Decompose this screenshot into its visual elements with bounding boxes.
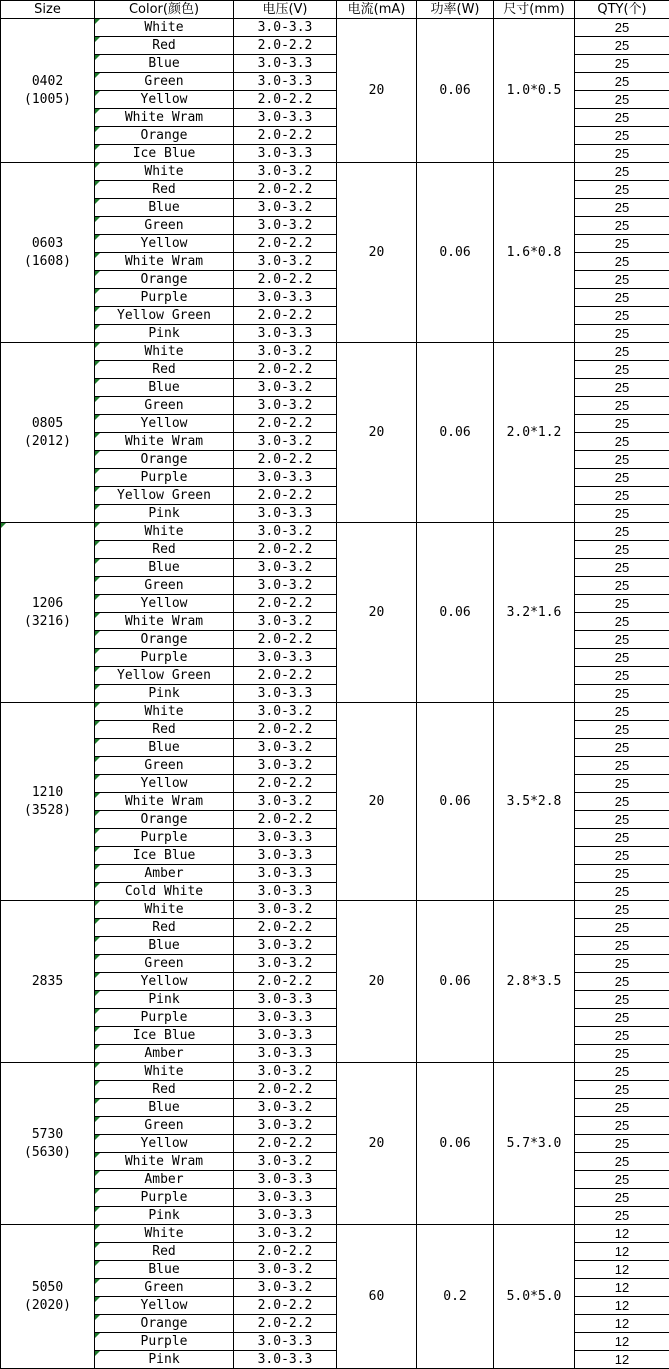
- table-row: [1, 523, 669, 541]
- qty-cell: 25: [575, 37, 669, 55]
- color-cell: White: [95, 163, 234, 181]
- current-cell: 20: [337, 523, 417, 703]
- qty-cell: 25: [575, 145, 669, 163]
- color-cell: Purple: [95, 829, 234, 847]
- color-cell: Yellow: [95, 595, 234, 613]
- color-cell: Orange: [95, 1315, 234, 1333]
- qty-cell: 25: [575, 883, 669, 901]
- size-code: 5730: [31, 1126, 64, 1142]
- color-cell: White: [95, 343, 234, 361]
- qty-cell: 25: [575, 1117, 669, 1135]
- size-metric-code: (2012): [24, 433, 71, 449]
- qty-cell: 25: [575, 1063, 669, 1081]
- table-row: [1, 19, 669, 37]
- size-metric-code: (3528): [24, 802, 71, 818]
- dimensions-cell: 2.8*3.5: [494, 901, 575, 1063]
- voltage-cell: 3.0-3.3: [234, 847, 337, 865]
- color-cell: Green: [95, 577, 234, 595]
- table-row: [1, 901, 669, 919]
- qty-cell: 25: [575, 721, 669, 739]
- voltage-cell: 3.0-3.3: [234, 1207, 337, 1225]
- color-cell: Blue: [95, 379, 234, 397]
- qty-cell: 25: [575, 217, 669, 235]
- current-cell: 20: [337, 343, 417, 523]
- qty-cell: 25: [575, 1045, 669, 1063]
- color-cell: Red: [95, 1081, 234, 1099]
- color-cell: Pink: [95, 685, 234, 703]
- qty-cell: 25: [575, 1081, 669, 1099]
- voltage-cell: 2.0-2.2: [234, 595, 337, 613]
- voltage-cell: 3.0-3.2: [234, 1153, 337, 1171]
- color-cell: White: [95, 703, 234, 721]
- dimensions-cell: 1.6*0.8: [494, 163, 575, 343]
- color-cell: Green: [95, 757, 234, 775]
- voltage-cell: 2.0-2.2: [234, 1081, 337, 1099]
- color-cell: White Wram: [95, 109, 234, 127]
- color-cell: Pink: [95, 325, 234, 343]
- qty-cell: 12: [575, 1351, 669, 1369]
- qty-cell: 25: [575, 649, 669, 667]
- voltage-cell: 3.0-3.2: [234, 163, 337, 181]
- voltage-cell: 2.0-2.2: [234, 235, 337, 253]
- voltage-cell: 3.0-3.2: [234, 1225, 337, 1243]
- voltage-cell: 3.0-3.2: [234, 1261, 337, 1279]
- qty-cell: 25: [575, 163, 669, 181]
- color-cell: White: [95, 901, 234, 919]
- color-cell: Red: [95, 919, 234, 937]
- color-cell: Yellow: [95, 1135, 234, 1153]
- voltage-cell: 3.0-3.2: [234, 1063, 337, 1081]
- qty-cell: 25: [575, 793, 669, 811]
- qty-cell: 25: [575, 1027, 669, 1045]
- voltage-cell: 3.0-3.2: [234, 379, 337, 397]
- color-cell: Orange: [95, 811, 234, 829]
- size-code: 5050: [31, 1279, 64, 1295]
- table-row: [1, 1225, 669, 1243]
- table-row: [1, 703, 669, 721]
- color-cell: Purple: [95, 469, 234, 487]
- qty-cell: 25: [575, 271, 669, 289]
- color-cell: Amber: [95, 1045, 234, 1063]
- size-cell: [1, 163, 95, 343]
- current-cell: 20: [337, 901, 417, 1063]
- size-cell: [1, 703, 95, 901]
- current-cell: 20: [337, 163, 417, 343]
- color-cell: Orange: [95, 451, 234, 469]
- header-power: 功率(W): [417, 1, 494, 19]
- voltage-cell: 2.0-2.2: [234, 811, 337, 829]
- color-cell: White Wram: [95, 253, 234, 271]
- qty-cell: 12: [575, 1225, 669, 1243]
- size-code: 0805: [31, 415, 64, 431]
- qty-cell: 25: [575, 901, 669, 919]
- voltage-cell: 3.0-3.2: [234, 433, 337, 451]
- header-size: Size: [1, 1, 95, 19]
- color-cell: Yellow: [95, 1297, 234, 1315]
- qty-cell: 12: [575, 1261, 669, 1279]
- current-cell: 20: [337, 1063, 417, 1225]
- qty-cell: 25: [575, 469, 669, 487]
- table-row: [1, 163, 669, 181]
- qty-cell: 25: [575, 91, 669, 109]
- table-row: [1, 1063, 669, 1081]
- voltage-cell: 3.0-3.3: [234, 865, 337, 883]
- voltage-cell: 3.0-3.2: [234, 613, 337, 631]
- color-cell: Blue: [95, 1099, 234, 1117]
- qty-cell: 25: [575, 343, 669, 361]
- qty-cell: 25: [575, 361, 669, 379]
- voltage-cell: 3.0-3.3: [234, 19, 337, 37]
- color-cell: Green: [95, 1117, 234, 1135]
- color-cell: Red: [95, 361, 234, 379]
- color-cell: Pink: [95, 991, 234, 1009]
- qty-cell: 25: [575, 847, 669, 865]
- voltage-cell: 3.0-3.2: [234, 757, 337, 775]
- size-metric-code: (3216): [24, 613, 71, 629]
- color-cell: White Wram: [95, 613, 234, 631]
- size-metric-code: (1608): [24, 253, 71, 269]
- size-code: 2835: [31, 973, 64, 989]
- voltage-cell: 3.0-3.3: [234, 649, 337, 667]
- voltage-cell: 3.0-3.3: [234, 1333, 337, 1351]
- color-cell: Green: [95, 217, 234, 235]
- dimensions-cell: 2.0*1.2: [494, 343, 575, 523]
- size-metric-code: (5630): [24, 1144, 71, 1160]
- voltage-cell: 3.0-3.3: [234, 991, 337, 1009]
- color-cell: Yellow: [95, 91, 234, 109]
- voltage-cell: 3.0-3.3: [234, 1009, 337, 1027]
- size-metric-code: (1005): [24, 91, 71, 107]
- color-cell: Red: [95, 721, 234, 739]
- voltage-cell: 3.0-3.2: [234, 253, 337, 271]
- qty-cell: 25: [575, 451, 669, 469]
- size-cell: [1, 1225, 95, 1369]
- power-cell: 0.06: [417, 1063, 494, 1225]
- voltage-cell: 3.0-3.2: [234, 1279, 337, 1297]
- color-cell: Blue: [95, 559, 234, 577]
- qty-cell: 25: [575, 667, 669, 685]
- header-voltage: 电压(V): [234, 1, 337, 19]
- color-cell: Purple: [95, 1009, 234, 1027]
- color-cell: Purple: [95, 649, 234, 667]
- voltage-cell: 2.0-2.2: [234, 181, 337, 199]
- voltage-cell: 3.0-3.2: [234, 1099, 337, 1117]
- color-cell: White: [95, 19, 234, 37]
- qty-cell: 25: [575, 55, 669, 73]
- voltage-cell: 2.0-2.2: [234, 541, 337, 559]
- voltage-cell: 2.0-2.2: [234, 667, 337, 685]
- color-cell: Cold White: [95, 883, 234, 901]
- color-cell: Purple: [95, 1189, 234, 1207]
- qty-cell: 25: [575, 937, 669, 955]
- voltage-cell: 2.0-2.2: [234, 973, 337, 991]
- qty-cell: 25: [575, 973, 669, 991]
- color-cell: Ice Blue: [95, 1027, 234, 1045]
- voltage-cell: 3.0-3.2: [234, 793, 337, 811]
- color-cell: Amber: [95, 865, 234, 883]
- voltage-cell: 2.0-2.2: [234, 415, 337, 433]
- voltage-cell: 3.0-3.3: [234, 469, 337, 487]
- voltage-cell: 3.0-3.3: [234, 109, 337, 127]
- color-cell: Blue: [95, 55, 234, 73]
- voltage-cell: 3.0-3.3: [234, 145, 337, 163]
- header-current: 电流(mA): [337, 1, 417, 19]
- qty-cell: 25: [575, 415, 669, 433]
- qty-cell: 25: [575, 235, 669, 253]
- voltage-cell: 2.0-2.2: [234, 631, 337, 649]
- color-cell: Orange: [95, 127, 234, 145]
- qty-cell: 25: [575, 289, 669, 307]
- dimensions-cell: 3.2*1.6: [494, 523, 575, 703]
- voltage-cell: 3.0-3.2: [234, 703, 337, 721]
- color-cell: Pink: [95, 1207, 234, 1225]
- qty-cell: 25: [575, 577, 669, 595]
- voltage-cell: 3.0-3.2: [234, 901, 337, 919]
- qty-cell: 25: [575, 325, 669, 343]
- color-cell: Pink: [95, 505, 234, 523]
- voltage-cell: 3.0-3.3: [234, 1351, 337, 1369]
- voltage-cell: 2.0-2.2: [234, 271, 337, 289]
- size-cell: [1, 901, 95, 1063]
- qty-cell: 25: [575, 73, 669, 91]
- size-cell: [1, 343, 95, 523]
- color-cell: Green: [95, 955, 234, 973]
- qty-cell: 25: [575, 595, 669, 613]
- color-cell: Yellow: [95, 415, 234, 433]
- voltage-cell: 2.0-2.2: [234, 721, 337, 739]
- voltage-cell: 2.0-2.2: [234, 307, 337, 325]
- qty-cell: 12: [575, 1243, 669, 1261]
- qty-cell: 25: [575, 199, 669, 217]
- voltage-cell: 2.0-2.2: [234, 91, 337, 109]
- current-cell: 20: [337, 703, 417, 901]
- voltage-cell: 3.0-3.3: [234, 883, 337, 901]
- qty-cell: 25: [575, 379, 669, 397]
- header-dimensions: 尺寸(mm): [494, 1, 575, 19]
- qty-cell: 25: [575, 685, 669, 703]
- qty-cell: 25: [575, 1207, 669, 1225]
- voltage-cell: 2.0-2.2: [234, 1243, 337, 1261]
- qty-cell: 25: [575, 559, 669, 577]
- size-code: 0603: [31, 235, 64, 251]
- qty-cell: 12: [575, 1333, 669, 1351]
- color-cell: Purple: [95, 1333, 234, 1351]
- qty-cell: 25: [575, 757, 669, 775]
- color-cell: Orange: [95, 271, 234, 289]
- qty-cell: 25: [575, 829, 669, 847]
- color-cell: White: [95, 1063, 234, 1081]
- voltage-cell: 3.0-3.2: [234, 1117, 337, 1135]
- color-cell: Green: [95, 73, 234, 91]
- qty-cell: 25: [575, 127, 669, 145]
- qty-cell: 25: [575, 631, 669, 649]
- color-cell: Yellow: [95, 235, 234, 253]
- color-cell: White Wram: [95, 1153, 234, 1171]
- dimensions-cell: 5.7*3.0: [494, 1063, 575, 1225]
- color-cell: Yellow: [95, 775, 234, 793]
- qty-cell: 25: [575, 919, 669, 937]
- color-cell: Purple: [95, 289, 234, 307]
- color-cell: Blue: [95, 739, 234, 757]
- voltage-cell: 3.0-3.2: [234, 343, 337, 361]
- qty-cell: 25: [575, 253, 669, 271]
- color-cell: Yellow Green: [95, 667, 234, 685]
- voltage-cell: 3.0-3.3: [234, 685, 337, 703]
- qty-cell: 25: [575, 703, 669, 721]
- voltage-cell: 3.0-3.3: [234, 1189, 337, 1207]
- current-cell: 20: [337, 19, 417, 163]
- size-code: 0402: [31, 73, 64, 89]
- color-cell: Blue: [95, 199, 234, 217]
- color-cell: Green: [95, 397, 234, 415]
- power-cell: 0.06: [417, 901, 494, 1063]
- voltage-cell: 3.0-3.2: [234, 217, 337, 235]
- power-cell: 0.06: [417, 523, 494, 703]
- table-body: [1, 19, 669, 1369]
- color-cell: White: [95, 523, 234, 541]
- color-cell: White Wram: [95, 793, 234, 811]
- header-color: Color(颜色): [95, 1, 234, 19]
- dimensions-cell: 1.0*0.5: [494, 19, 575, 163]
- voltage-cell: 3.0-3.2: [234, 577, 337, 595]
- qty-cell: 25: [575, 955, 669, 973]
- qty-cell: 25: [575, 991, 669, 1009]
- voltage-cell: 2.0-2.2: [234, 451, 337, 469]
- qty-cell: 25: [575, 397, 669, 415]
- qty-cell: 25: [575, 181, 669, 199]
- qty-cell: 25: [575, 1135, 669, 1153]
- color-cell: Yellow: [95, 973, 234, 991]
- size-code: 1206: [31, 595, 64, 611]
- voltage-cell: 3.0-3.3: [234, 829, 337, 847]
- dimensions-cell: 5.0*5.0: [494, 1225, 575, 1369]
- color-cell: Yellow Green: [95, 307, 234, 325]
- qty-cell: 25: [575, 1171, 669, 1189]
- color-cell: Red: [95, 541, 234, 559]
- voltage-cell: 2.0-2.2: [234, 37, 337, 55]
- voltage-cell: 2.0-2.2: [234, 1297, 337, 1315]
- qty-cell: 12: [575, 1279, 669, 1297]
- voltage-cell: 3.0-3.2: [234, 199, 337, 217]
- header-qty: QTY(个): [575, 1, 669, 19]
- size-cell: [1, 1063, 95, 1225]
- voltage-cell: 3.0-3.3: [234, 1171, 337, 1189]
- voltage-cell: 3.0-3.3: [234, 1045, 337, 1063]
- voltage-cell: 2.0-2.2: [234, 1315, 337, 1333]
- voltage-cell: 3.0-3.3: [234, 505, 337, 523]
- header-row: [1, 1, 669, 19]
- color-cell: Green: [95, 1279, 234, 1297]
- color-cell: Amber: [95, 1171, 234, 1189]
- qty-cell: 25: [575, 613, 669, 631]
- qty-cell: 25: [575, 541, 669, 559]
- voltage-cell: 3.0-3.2: [234, 739, 337, 757]
- size-code: 1210: [31, 784, 64, 800]
- voltage-cell: 3.0-3.2: [234, 523, 337, 541]
- size-metric-code: (2020): [24, 1297, 71, 1313]
- color-cell: Ice Blue: [95, 145, 234, 163]
- qty-cell: 25: [575, 523, 669, 541]
- voltage-cell: 2.0-2.2: [234, 361, 337, 379]
- voltage-cell: 3.0-3.3: [234, 1027, 337, 1045]
- voltage-cell: 2.0-2.2: [234, 1135, 337, 1153]
- voltage-cell: 3.0-3.3: [234, 289, 337, 307]
- qty-cell: 25: [575, 775, 669, 793]
- qty-cell: 25: [575, 1153, 669, 1171]
- color-cell: White: [95, 1225, 234, 1243]
- qty-cell: 25: [575, 487, 669, 505]
- color-cell: Orange: [95, 631, 234, 649]
- qty-cell: 25: [575, 1099, 669, 1117]
- voltage-cell: 3.0-3.3: [234, 325, 337, 343]
- voltage-cell: 2.0-2.2: [234, 487, 337, 505]
- voltage-cell: 3.0-3.3: [234, 73, 337, 91]
- voltage-cell: 3.0-3.2: [234, 559, 337, 577]
- voltage-cell: 2.0-2.2: [234, 919, 337, 937]
- current-cell: 60: [337, 1225, 417, 1369]
- color-cell: Pink: [95, 1351, 234, 1369]
- size-cell: [1, 523, 95, 703]
- voltage-cell: 2.0-2.2: [234, 775, 337, 793]
- dimensions-cell: 3.5*2.8: [494, 703, 575, 901]
- qty-cell: 12: [575, 1315, 669, 1333]
- size-cell: [1, 19, 95, 163]
- qty-cell: 25: [575, 109, 669, 127]
- voltage-cell: 2.0-2.2: [234, 127, 337, 145]
- voltage-cell: 3.0-3.3: [234, 55, 337, 73]
- qty-cell: 25: [575, 1189, 669, 1207]
- color-cell: Red: [95, 37, 234, 55]
- color-cell: Ice Blue: [95, 847, 234, 865]
- voltage-cell: 3.0-3.2: [234, 937, 337, 955]
- power-cell: 0.06: [417, 703, 494, 901]
- color-cell: Yellow Green: [95, 487, 234, 505]
- qty-cell: 25: [575, 811, 669, 829]
- power-cell: 0.06: [417, 19, 494, 163]
- qty-cell: 25: [575, 307, 669, 325]
- power-cell: 0.06: [417, 163, 494, 343]
- color-cell: Red: [95, 181, 234, 199]
- color-cell: White Wram: [95, 433, 234, 451]
- power-cell: 0.06: [417, 343, 494, 523]
- qty-cell: 25: [575, 19, 669, 37]
- qty-cell: 25: [575, 739, 669, 757]
- voltage-cell: 3.0-3.2: [234, 397, 337, 415]
- color-cell: Red: [95, 1243, 234, 1261]
- color-cell: Blue: [95, 1261, 234, 1279]
- voltage-cell: 3.0-3.2: [234, 955, 337, 973]
- qty-cell: 25: [575, 505, 669, 523]
- color-cell: Blue: [95, 937, 234, 955]
- qty-cell: 12: [575, 1297, 669, 1315]
- qty-cell: 25: [575, 1009, 669, 1027]
- qty-cell: 25: [575, 433, 669, 451]
- qty-cell: 25: [575, 865, 669, 883]
- table-row: [1, 343, 669, 361]
- power-cell: 0.2: [417, 1225, 494, 1369]
